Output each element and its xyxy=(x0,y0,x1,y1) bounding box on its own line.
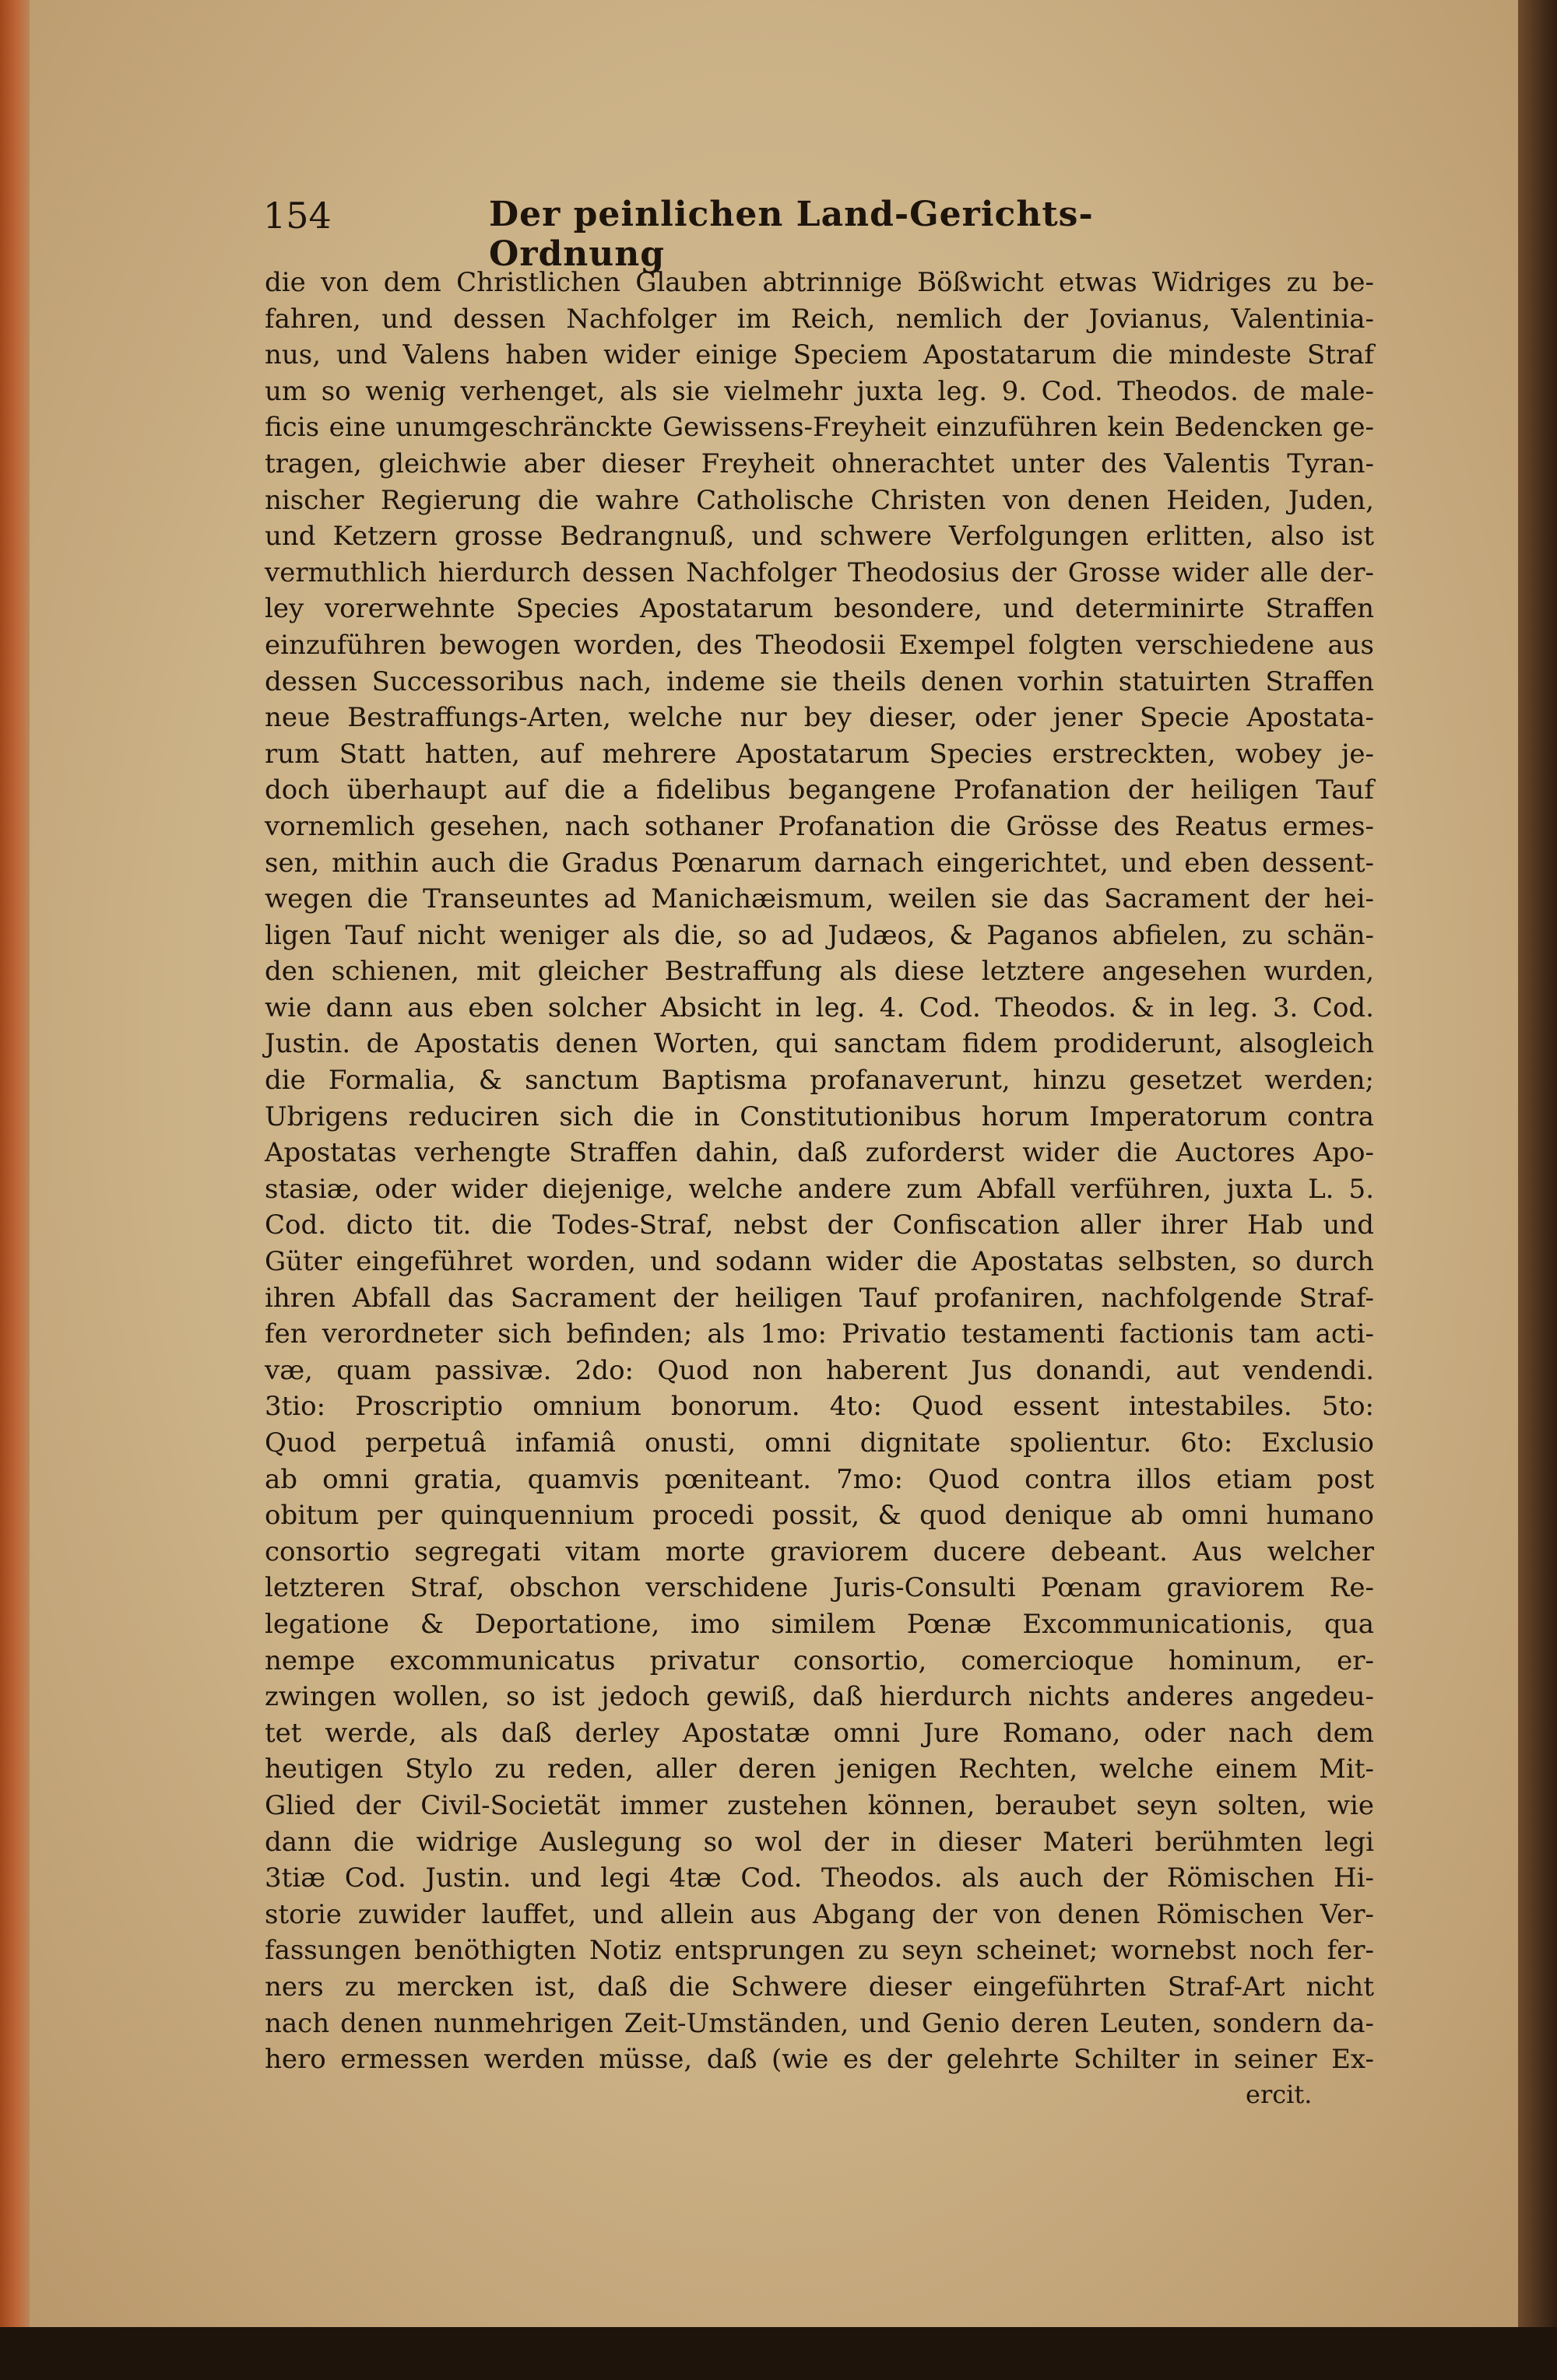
text-line: neue Bestraffungs-Arten, welche nur bey dieser, oder jener Specie Apostata- xyxy=(265,702,1374,734)
text-line: Justin. de Apostatis denen Worten, qui sanctam fidem prodiderunt, alsogleich xyxy=(265,1028,1374,1060)
text-line: zwingen wollen, so ist jedoch gewiß, daß hierdurch nichts anderes angedeu- xyxy=(265,1681,1374,1713)
text-line: consortio segregati vitam morte graviorem ducere debeant. Aus welcher xyxy=(265,1536,1374,1567)
text-line: Quod perpetuâ infamiâ onusti, omni dignitate spolientur. 6to: Exclusio xyxy=(265,1427,1374,1459)
text-line: nach denen nunmehrigen Zeit-Umständen, und Genio deren Leuten, sondern da- xyxy=(265,2007,1374,2039)
text-line: vermuthlich hierdurch dessen Nachfolger Theodosius der Grosse wider alle der- xyxy=(265,556,1374,588)
text-line: væ, quam passivæ. 2do: Quod non haberent Jus donandi, aut vendendi. xyxy=(265,1354,1374,1386)
body-text xyxy=(265,265,1374,2078)
text-line: einzuführen bewogen worden, des Theodosii Exempel folgten verschiedene aus xyxy=(265,629,1374,661)
binding-shadow xyxy=(1518,0,1557,2380)
page-header xyxy=(263,195,1188,274)
text-line: doch überhaupt auf die a fidelibus begangene Profanation der heiligen Tauf xyxy=(265,774,1374,806)
text-line: vornemlich gesehen, nach sothaner Profanation die Grösse des Reatus ermes- xyxy=(265,810,1374,842)
text-line: und Ketzern grosse Bedrangnuß, und schwere Verfolgungen erlitten, also ist xyxy=(265,521,1374,553)
text-line: Cod. dicto tit. die Todes-Straf, nebst der Confiscation aller ihrer Hab und xyxy=(265,1209,1374,1241)
text-line: nempe excommunicatus privatur consortio, comercioque hominum, er- xyxy=(265,1645,1374,1676)
text-line: stasiæ, oder wider diejenige, welche andere zum Abfall verführen, juxta L. 5. xyxy=(265,1173,1374,1205)
text-line: rum Statt hatten, auf mehrere Apostatarum Species erstreckten, wobey je- xyxy=(265,738,1374,770)
text-line: den schienen, mit gleicher Bestraffung als diese letztere angesehen wurden, xyxy=(265,956,1374,988)
text-line: wie dann aus eben solcher Absicht in leg. 4. Cod. Theodos. & in leg. 3. Cod. xyxy=(265,992,1374,1023)
text-line: 3tiæ Cod. Justin. und legi 4tæ Cod. Theodos. als auch der Römischen Hi- xyxy=(265,1862,1374,1894)
catchword: ercit. xyxy=(1246,2080,1313,2109)
text-line: nischer Regierung die wahre Catholische Christen von denen Heiden, Juden, xyxy=(265,484,1374,516)
text-line: fen verordneter sich befinden; als 1mo: Privatio testamenti factionis tam acti- xyxy=(265,1318,1374,1350)
text-line: um so wenig verhenget, als sie vielmehr juxta leg. 9. Cod. Theodos. de male- xyxy=(265,375,1374,407)
text-line: ihren Abfall das Sacrament der heiligen Tauf profaniren, nachfolgende Straf- xyxy=(265,1282,1374,1314)
text-line: letzteren Straf, obschon verschidene Juris-Consulti Pœnam graviorem Re- xyxy=(265,1572,1374,1604)
text-line: fassungen benöthigten Notiz entsprungen zu seyn scheinet; wornebst noch fer- xyxy=(265,1935,1374,1967)
text-line: ab omni gratia, quamvis pœniteant. 7mo: Quod contra illos etiam post xyxy=(265,1463,1374,1495)
running-title: Der peinlichen Land-Gerichts-Ordnung xyxy=(489,195,1094,274)
text-line: Güter eingeführet worden, und sodann wider die Apostatas selbsten, so durch xyxy=(265,1246,1374,1278)
text-line: wegen die Transeuntes ad Manichæismum, weilen sie das Sacrament der hei- xyxy=(265,883,1374,915)
text-line: ficis eine unumgeschränckte Gewissens-Freyheit einzuführen kein Bedencken ge- xyxy=(265,412,1374,444)
page-number: 154 xyxy=(263,195,332,237)
text-line: dessen Successoribus nach, indeme sie theils denen vorhin statuirten Straffen xyxy=(265,665,1374,697)
text-line: ley vorerwehnte Species Apostatarum besondere, und determinirte Straffen xyxy=(265,593,1374,625)
text-line: ligen Tauf nicht weniger als die, so ad Judæos, & Paganos abfielen, zu schän- xyxy=(265,919,1374,951)
text-line: sen, mithin auch die Gradus Pœnarum darnach eingerichtet, und eben dessent- xyxy=(265,847,1374,879)
text-line: nus, und Valens haben wider einige Speciem Apostatarum die mindeste Straf xyxy=(265,339,1374,371)
text-line: 3tio: Proscriptio omnium bonorum. 4to: Quod essent intestabiles. 5to: xyxy=(265,1391,1374,1423)
text-line: obitum per quinquennium procedi possit, & quod denique ab omni humano xyxy=(265,1500,1374,1532)
text-line: die Formalia, & sanctum Baptisma profanaverunt, hinzu gesetzet werden; xyxy=(265,1065,1374,1097)
text-line: Apostatas verhengte Straffen dahin, daß zuforderst wider die Auctores Apo- xyxy=(265,1137,1374,1169)
text-line: die von dem Christlichen Glauben abtrinnige Bößwicht etwas Widriges zu be- xyxy=(265,267,1374,298)
text-line: fahren, und dessen Nachfolger im Reich, nemlich der Jovianus, Valentinia- xyxy=(265,303,1374,335)
text-line: tet werde, als daß derley Apostatæ omni Jure Romano, oder nach dem xyxy=(265,1717,1374,1749)
text-line: heutigen Stylo zu reden, aller deren jenigen Rechten, welche einem Mit- xyxy=(265,1753,1374,1785)
text-line: legatione & Deportatione, imo similem Pœnæ Excommunicationis, qua xyxy=(265,1608,1374,1640)
text-line: ners zu mercken ist, daß die Schwere dieser eingeführten Straf-Art nicht xyxy=(265,1971,1374,2003)
text-line: dann die widrige Auslegung so wol der in dieser Materi berühmten legi xyxy=(265,1826,1374,1858)
text-line: hero ermessen werden müsse, daß (wie es der gelehrte Schilter in seiner Ex- xyxy=(265,2044,1374,2076)
text-line: Ubrigens reduciren sich die in Constitutionibus horum Imperatorum contra xyxy=(265,1100,1374,1132)
page-edge-left xyxy=(0,0,30,2331)
scan-background xyxy=(0,2327,1557,2380)
text-line: tragen, gleichwie aber dieser Freyheit ohnerachtet unter des Valentis Tyran- xyxy=(265,448,1374,479)
text-line: Glied der Civil-Societät immer zustehen können, beraubet seyn solten, wie xyxy=(265,1789,1374,1821)
text-line: storie zuwider lauffet, und allein aus Abgang der von denen Römischen Ver- xyxy=(265,1898,1374,1930)
